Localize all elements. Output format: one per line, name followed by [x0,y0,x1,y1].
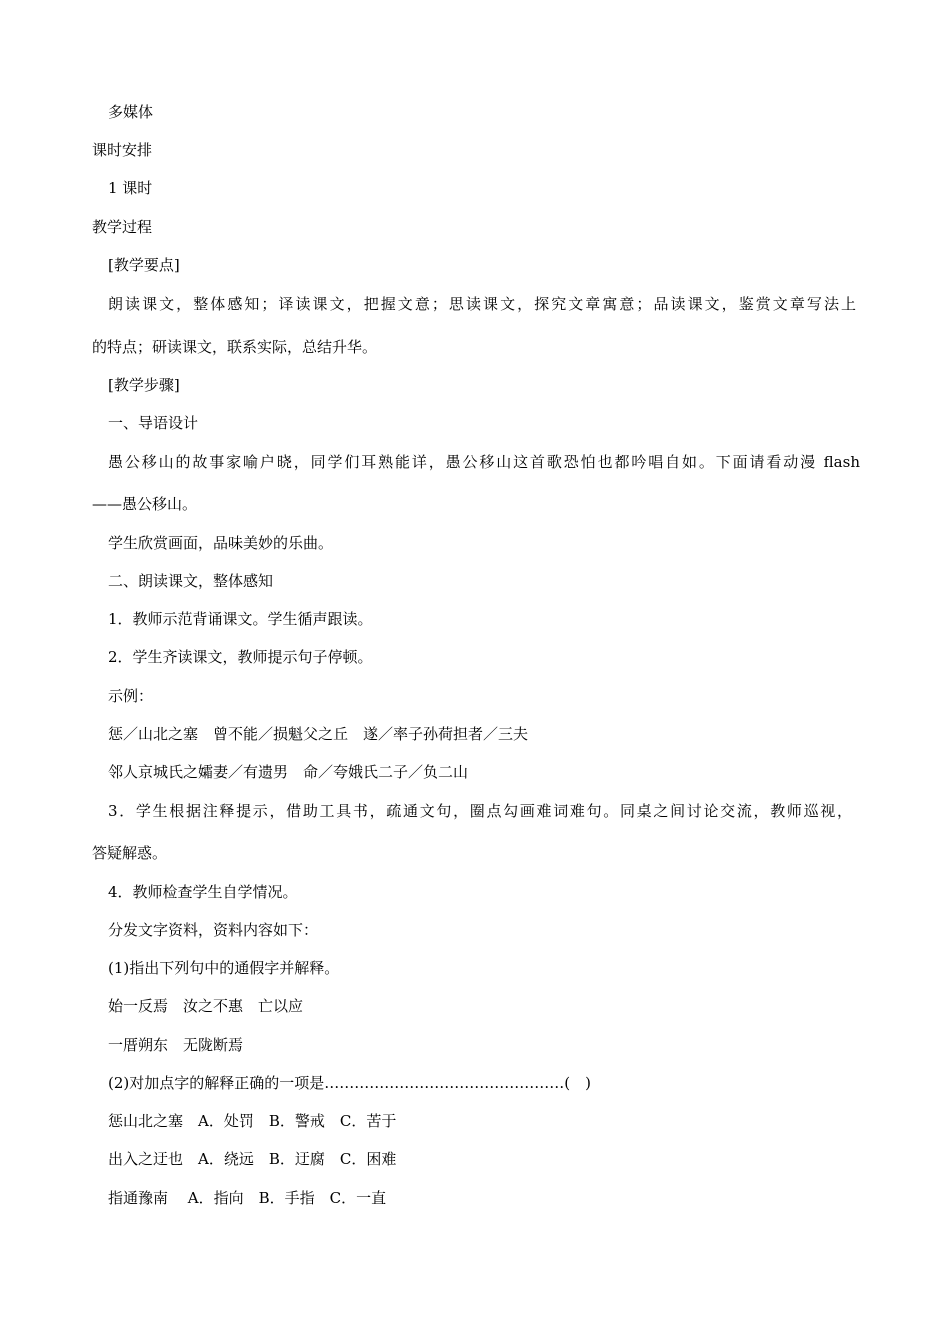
text-line: 惩／山北之塞 曾不能／损魁父之丘 遂／率子孙荷担者／三夫 [108,725,529,743]
text-line: 邻人京城氏之孀妻／有遗男 命／夸娥氏二子／负二山 [108,763,469,781]
text-line: 多媒体 [108,103,154,121]
text-line: (2)对加点字的解释正确的一项是…………………………………………( ) [108,1074,591,1092]
text-line: 的特点；研读课文，联系实际，总结升华。 [92,338,378,356]
text-line: 3．学生根据注释提示，借助工具书，疏通文句，圈点勾画难词难句。同桌之间讨论交流，教师巡视， [108,802,852,820]
section-heading: 教学过程 [92,218,153,236]
text-line: (1)指出下列句中的通假字并解释。 [108,959,340,977]
text-line: 答疑解惑。 [92,844,168,862]
section-heading: 课时安排 [92,141,153,159]
text-line: 二、朗读课文，整体感知 [108,572,274,590]
text-line: 愚公移山的故事家喻户晓，同学们耳熟能详，愚公移山这首歌恐怕也都吟唱自如。下面请看动漫 flash [108,453,860,471]
text-line: 学生欣赏画面，品味美妙的乐曲。 [108,534,334,552]
text-line: 朗读课文，整体感知；译读课文，把握文意；思读课文，探究文章寓意；品读课文，鉴赏文章写法上 [108,295,856,313]
text-line: 一、导语设计 [108,414,199,432]
text-line: 4．教师检查学生自学情况。 [108,883,298,901]
text-line: ——愚公移山。 [92,495,198,513]
text-line: 1．教师示范背诵课文。学生循声跟读。 [108,610,373,628]
text-line: 1 课时 [108,179,153,197]
text-line: 指通豫南 A．指向 B．手指 C．一直 [108,1189,387,1207]
text-line: 分发文字资料，资料内容如下： [108,921,319,939]
text-line: [教学步骤] [108,376,180,394]
text-line: 一厝朔东 无陇断焉 [108,1036,244,1054]
text-line: 始一反焉 汝之不惠 亡以应 [108,997,304,1015]
text-line: 2．学生齐读课文，教师提示句子停顿。 [108,648,373,666]
text-line: 示例： [108,687,154,705]
text-line: [教学要点] [108,256,180,274]
text-line: 出入之迂也 A．绕远 B．迂腐 C．困难 [108,1150,397,1168]
text-line: 惩山北之塞 A．处罚 B．警戒 C．苦于 [108,1112,397,1130]
